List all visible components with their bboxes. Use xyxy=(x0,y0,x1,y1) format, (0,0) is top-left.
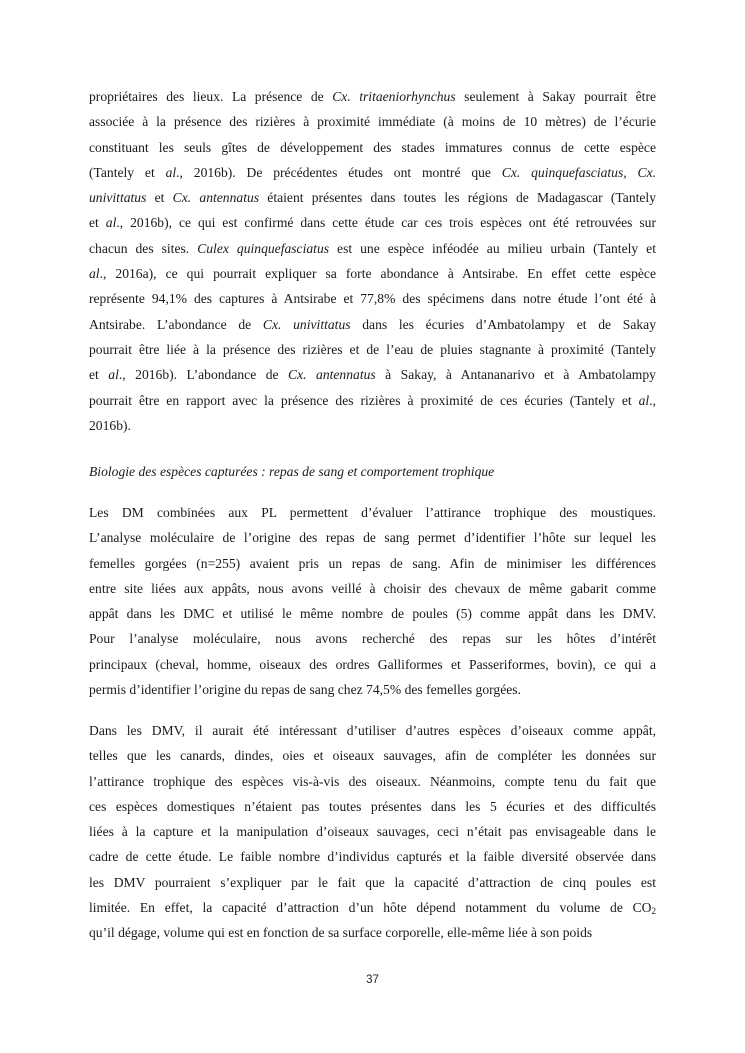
text-run: appât dans les DMC et utilisé le même nombre de poules (5) comme appât dans les DMV. xyxy=(89,606,656,622)
italic-text: al xyxy=(108,367,119,383)
text-line xyxy=(89,413,656,438)
text-line xyxy=(89,601,656,626)
italic-text: Cx. tritaeniorhynchus xyxy=(332,89,456,104)
text-run: seulement à Sakay pourrait être xyxy=(455,89,657,104)
text-line xyxy=(89,794,656,819)
text-line xyxy=(89,160,656,185)
text-run: ces espèces domestiques n’étaient pas toutes présentes dans les 5 écuries et des difficultés xyxy=(89,798,656,814)
page-number: 37 xyxy=(366,974,379,986)
text-run: étaient présentes dans toutes les régions de Madagascar (Tantely xyxy=(259,190,656,206)
text-run: constituant les seuls gîtes de développement des stades immatures connus de cette espèce xyxy=(89,139,656,155)
italic-text: Cx. univittatus xyxy=(262,316,351,332)
section-heading xyxy=(89,459,656,484)
text-line xyxy=(89,135,656,160)
text-line xyxy=(89,769,656,794)
italic-text: al xyxy=(638,392,650,408)
text-line xyxy=(89,210,656,235)
text-line xyxy=(89,819,656,844)
text-run: pourrait être en rapport avec la présence des rizières à proximité de ces écuries (Tantely et xyxy=(89,392,639,408)
text-line xyxy=(89,870,656,895)
text-run: permis d’identifier l’origine du repas de sang chez 74,5% des femelles gorgées. xyxy=(89,682,521,698)
text-run: ., 2016b), ce qui est confirmé dans cette étude car ces trois espèces ont été retrouvées sur xyxy=(116,215,656,231)
text-run: et xyxy=(89,215,106,231)
italic-text: al xyxy=(165,164,177,180)
text-run: Les DM combinées aux PL permettent d’évaluer l’attirance trophique des moustiques. xyxy=(89,505,656,520)
text-run: les DMV pourraient s’expliquer par le fait que la capacité d’attraction de cinq poules est xyxy=(89,874,656,890)
text-run: cadre de cette étude. Le faible nombre d’individus capturés et la faible diversité observée dans xyxy=(89,849,656,865)
text-line xyxy=(89,388,656,413)
italic-text: Cx. antennatus xyxy=(172,190,260,206)
text-run: associée à la présence des rizières à proximité immédiate (à moins de 10 mètres) de l’écurie xyxy=(89,114,656,130)
text-line xyxy=(89,500,656,525)
text-run: qu’il dégage, volume qui est en fonction de sa surface corporelle, elle-même liée à son poids xyxy=(89,925,593,941)
text-line xyxy=(89,743,656,768)
text-line xyxy=(89,261,656,286)
italic-text: al xyxy=(89,266,100,282)
text-run: propriétaires des lieux. La présence de xyxy=(89,89,333,104)
italic-text: Culex quinquefasciatus xyxy=(197,240,330,256)
text-run: Pour l’analyse moléculaire, nous avons recherché des repas sur les hôtes d’intérêt xyxy=(89,631,656,647)
text-run: l’attirance trophique des espèces vis-à-vis des oiseaux. Néanmoins, compte tenu du fait que xyxy=(89,773,656,789)
italic-text: univittatus xyxy=(89,190,147,206)
text-run: Biologie des espèces capturées : repas de sang et comportement trophique xyxy=(89,464,495,479)
text-run: L’analyse moléculaire de l’origine des repas de sang permet d’identifier l’hôte sur lequel les xyxy=(89,530,656,546)
text-run: Antsirabe. L’abondance de xyxy=(89,316,263,332)
paragraph-culex-distribution xyxy=(89,84,656,438)
text-run: et xyxy=(146,190,173,206)
text-run: femelles gorgées (n=255) avaient pris un repas de sang. Afin de minimiser les différences xyxy=(89,555,656,571)
text-line xyxy=(89,677,656,702)
text-run: représente 94,1% des captures à Antsirabe et 77,8% des spécimens dans notre étude l’ont été à xyxy=(89,291,656,307)
text-line xyxy=(89,652,656,677)
text-line xyxy=(89,459,656,484)
text-run: telles que les canards, dindes, oies et oiseaux sauvages, afin de compléter les données sur xyxy=(89,748,656,764)
text-run: pourrait être liée à la présence des rizières et de l’eau de pluies stagnante à proximité (Tantely xyxy=(89,341,656,357)
text-line xyxy=(89,576,656,601)
text-run: ., 2016b). L’abondance de xyxy=(118,367,289,383)
text-run: limitée. En effet, la capacité d’attraction d’un hôte dépend notamment du volume de CO xyxy=(89,900,652,916)
text-line xyxy=(89,626,656,651)
text-run: ., 2016b). De précédentes études ont montré que xyxy=(176,164,502,180)
text-run: et xyxy=(89,367,109,383)
paragraph-bird-bait-discussion xyxy=(89,718,656,946)
text-run: Dans les DMV, il aurait été intéressant d’utiliser d’autres espèces d’oiseaux comme appât, xyxy=(89,723,656,738)
text-run: entre site liées aux appâts, nous avons veillé à choisir des chevaux de même gabarit comme xyxy=(89,580,656,596)
text-run: à Sakay, à Antananarivo et à Ambatolampy xyxy=(375,367,656,383)
paragraph-blood-meal-analysis xyxy=(89,500,656,702)
text-line xyxy=(89,109,656,134)
text-line xyxy=(89,312,656,337)
subscript-text: 2 xyxy=(651,906,656,917)
text-run: chacun des sites. xyxy=(89,240,198,256)
text-run: est une espèce inféodée au milieu urbain (Tantely et xyxy=(329,240,656,256)
text-line xyxy=(89,84,656,109)
text-line xyxy=(89,337,656,362)
text-line xyxy=(89,844,656,869)
italic-text: al xyxy=(105,215,117,231)
text-run: 2016b). xyxy=(89,417,131,433)
text-line xyxy=(89,718,656,743)
text-line xyxy=(89,920,656,945)
text-run: ., xyxy=(649,392,656,408)
text-line xyxy=(89,362,656,387)
text-run: ., 2016a), ce qui pourrait expliquer sa forte abondance à Antsirabe. En effet cette espèce xyxy=(99,266,656,282)
text-line xyxy=(89,286,656,311)
text-line xyxy=(89,551,656,576)
text-run: principaux (cheval, homme, oiseaux des ordres Galliformes et Passeriformes, bovin), ce qui a xyxy=(89,656,656,672)
text-run: dans les écuries d’Ambatolampy et de Sakay xyxy=(350,316,656,332)
italic-text: Cx. quinquefasciatus, Cx. xyxy=(501,164,656,180)
text-run: (Tantely et xyxy=(89,164,166,180)
text-run: liées à la capture et la manipulation d’oiseaux sauvages, ceci n’était pas envisageable dans le xyxy=(89,824,656,840)
italic-text: Cx. antennatus xyxy=(288,367,376,383)
text-line xyxy=(89,895,656,920)
text-line xyxy=(89,185,656,210)
text-line xyxy=(89,525,656,550)
text-line xyxy=(89,236,656,261)
